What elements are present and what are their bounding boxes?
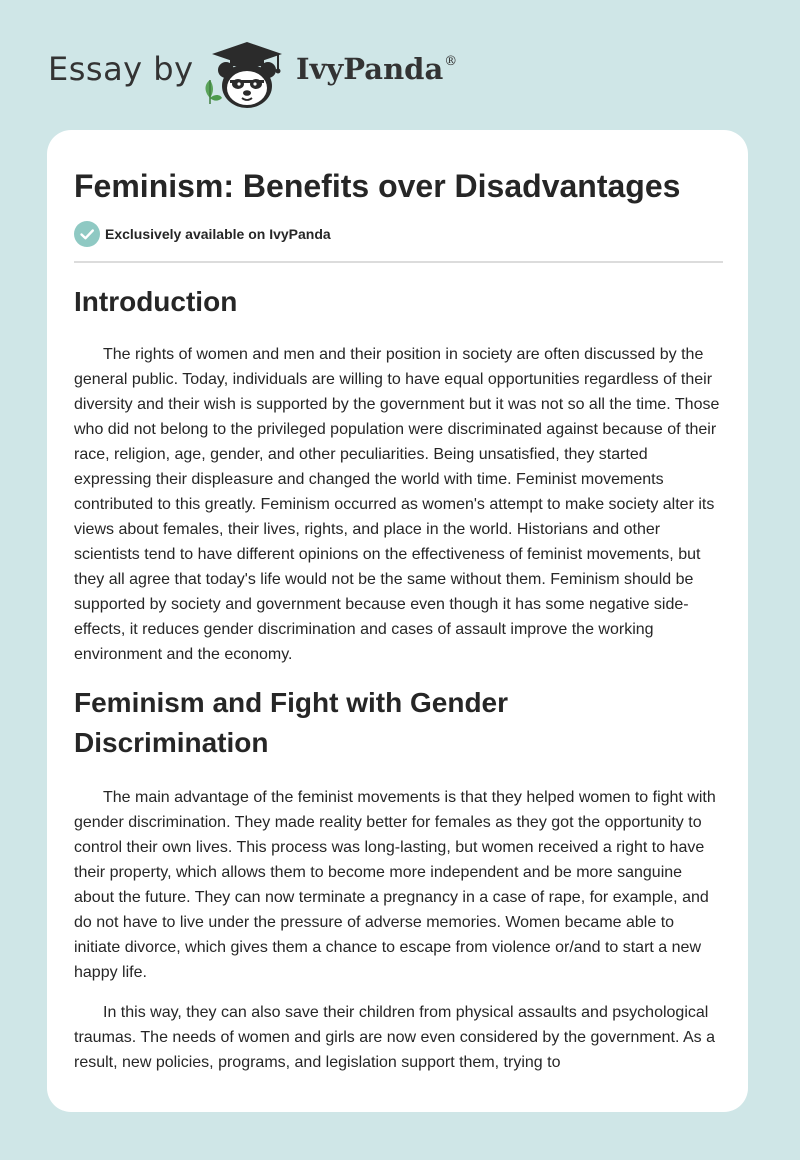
checkmark-circle-icon <box>74 221 100 247</box>
essay-card <box>47 130 748 1112</box>
title-divider <box>74 261 723 263</box>
paragraph-gender-discrimination-1: The main advantage of the feminist movements is that they helped women to fight with gender discrimination. They made reality better for females as they got the opportunity to control their own lives. This process was long-lasting, but women received a right to have their property, which allows them to become more independent and be more sanguine about the future. They can now terminate a pregnancy in a case of rape, for example, and do not have to live under the pressure of adverse memories. Women became able to initiate divorce, which gives them a chance to escape from violence or/and to start a new happy life. <box>74 789 716 981</box>
brand-prefix: Essay by <box>48 50 194 88</box>
essay-title: Feminism: Benefits over Disadvantages <box>74 168 681 204</box>
paragraph-gender-discrimination-2: In this way, they can also save their children from physical assaults and psychological traumas. The needs of women and girls are now even considered by the government. As a result, new policies, programs, and legislation support them, trying to <box>74 1004 715 1071</box>
panda-graduate-logo-icon[interactable] <box>198 38 294 110</box>
exclusive-badge-label: Exclusively available on IvyPanda <box>105 226 331 242</box>
paragraph-introduction: The rights of women and men and their position in society are often discussed by the general public. Today, individuals are willing to have equal opportunities regardless of their diversity and their wish is supported by the government but it was not so all the time. Those who did not belong to the privileged population were discriminated against because of their race, religion, age, gender, and other peculiarities. Being unsatisfied, they started expressing their displeasure and changed the world with time. Feminist movements contributed to this greatly. Feminism occurred as women's attempt to make society alter its views about females, their lives, rights, and place in the world. Historians and other scientists tend to have different opinions on the effectiveness of feminist movements, but they all agree that today's life would not be the same without them. Feminism should be supported by society and government because even though it has some negative side-effects, it reduces gender discrimination and cases of assault improve the working environment and the economy. <box>74 346 720 663</box>
brand-name[interactable]: IvyPanda® <box>296 52 458 86</box>
site-header <box>0 0 800 130</box>
registered-mark: ® <box>444 54 458 69</box>
section-heading-introduction: Introduction <box>74 286 238 317</box>
exclusive-badge <box>74 221 331 247</box>
section-heading-gender-discrimination: Feminism and Fight with Gender Discrimination <box>74 687 509 758</box>
